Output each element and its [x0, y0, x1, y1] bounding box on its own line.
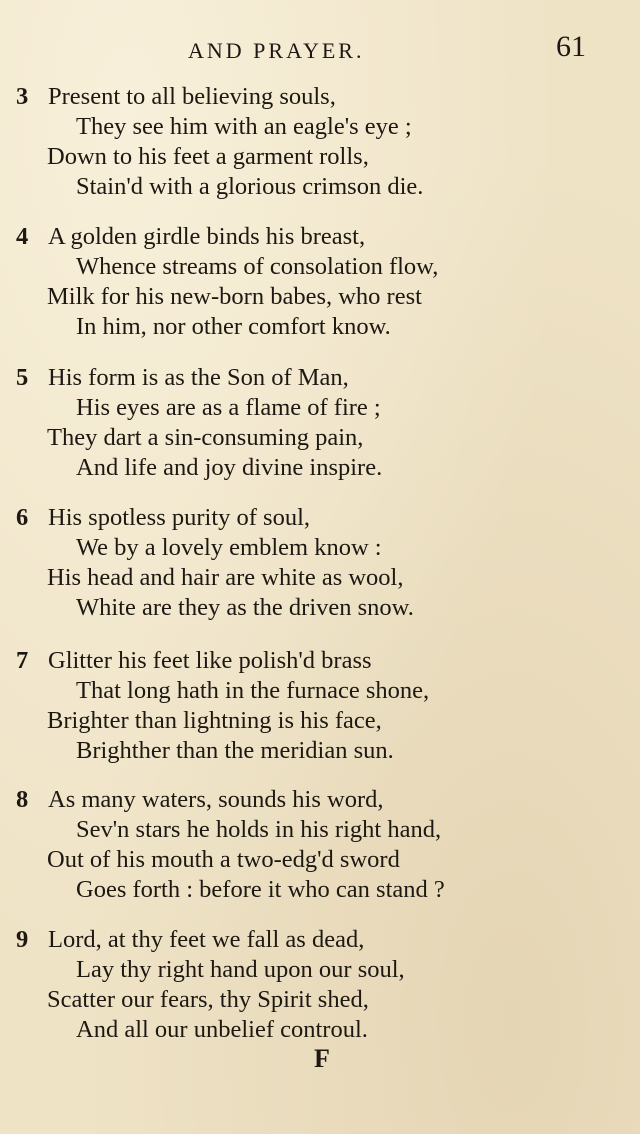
verse-line: Milk for his new-born babes, who rest: [47, 283, 422, 310]
stanza-number: 8: [16, 786, 29, 813]
stanza-number: 7: [16, 647, 29, 674]
stanza-number: 3: [16, 83, 29, 110]
verse-line: Present to all believing souls,: [48, 83, 336, 110]
verse-line: White are they as the driven snow.: [76, 594, 414, 621]
verse-line: His spotless purity of soul,: [48, 504, 311, 531]
verse-line: That long hath in the furnace shone,: [76, 677, 430, 704]
verse-line: Glitter his feet like polish'd brass: [48, 647, 372, 674]
verse-line: Sev'n stars he holds in his right hand,: [76, 816, 442, 843]
verse-line: We by a lovely emblem know :: [76, 534, 382, 561]
stanza-number: 6: [16, 504, 29, 531]
verse-line: Lay thy right hand upon our soul,: [76, 956, 405, 983]
verse-line: In him, nor other comfort know.: [76, 313, 391, 340]
verse-line: They see him with an eagle's eye ;: [76, 113, 412, 140]
verse-line: Whence streams of consolation flow,: [76, 253, 439, 280]
verse-line: Down to his feet a garment rolls,: [47, 143, 369, 170]
verse-line: Goes forth : before it who can stand ?: [76, 876, 445, 903]
page-number: 61: [556, 30, 586, 63]
verse-line: A golden girdle binds his breast,: [48, 223, 366, 250]
verse-line: Out of his mouth a two-edg'd sword: [47, 846, 400, 873]
stanza-number: 9: [16, 926, 29, 953]
verse-line: His eyes are as a flame of fire ;: [76, 394, 381, 421]
stanza-number: 5: [16, 364, 29, 391]
stanza-number: 4: [16, 223, 29, 250]
verse-line: And life and joy divine inspire.: [76, 454, 383, 481]
verse-line: They dart a sin-consuming pain,: [47, 424, 364, 451]
running-head: AND PRAYER.: [188, 38, 365, 63]
verse-line: Scatter our fears, thy Spirit shed,: [47, 986, 369, 1013]
verse-line: As many waters, sounds his word,: [48, 786, 384, 813]
verse-line: His form is as the Son of Man,: [48, 364, 349, 391]
verse-line: Brighter than lightning is his face,: [47, 707, 382, 734]
verse-line: Lord, at thy feet we fall as dead,: [48, 926, 365, 953]
verse-line: Stain'd with a glorious crimson die.: [76, 173, 424, 200]
verse-line: Brighther than the meridian sun.: [76, 737, 394, 764]
verse-line: And all our unbelief controul.: [76, 1016, 368, 1043]
signature-mark: F: [314, 1044, 330, 1073]
verse-line: His head and hair are white as wool,: [47, 564, 404, 591]
